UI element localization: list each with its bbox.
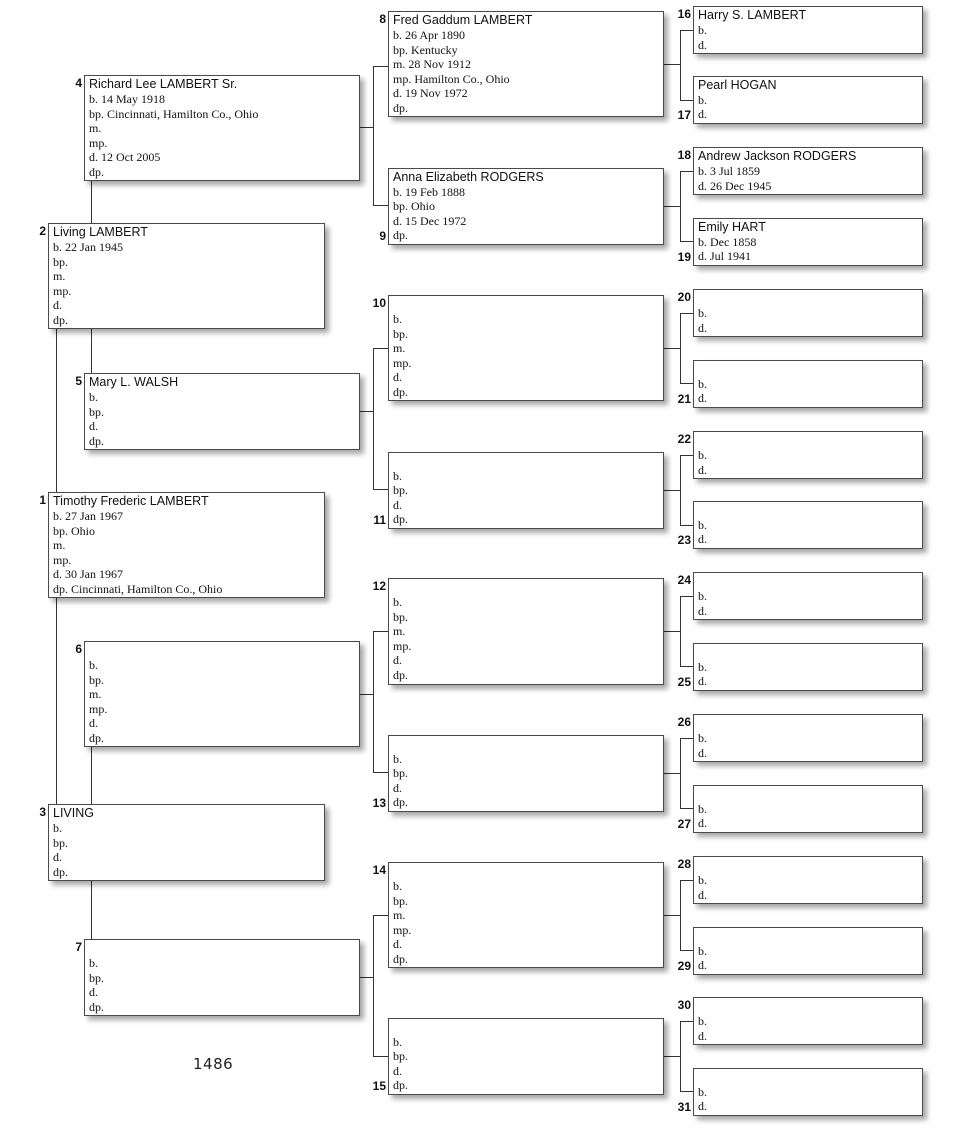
person-fact: dp. Cincinnati, Hamilton Co., Ohio xyxy=(53,581,223,596)
person-fact: d. xyxy=(698,603,707,618)
person-fact: d. xyxy=(698,107,707,122)
person-fact: dp. xyxy=(393,951,408,966)
ahnentafel-number: 20 xyxy=(677,290,691,304)
person-fact: m. xyxy=(393,908,406,923)
ahnentafel-number: 3 xyxy=(39,805,46,819)
person-fact: b. xyxy=(698,23,707,37)
connector-line xyxy=(680,950,693,951)
ahnentafel-number: 13 xyxy=(372,796,386,810)
ahnentafel-number: 6 xyxy=(75,642,82,656)
person-fact: b. 14 May 1918 xyxy=(89,92,165,106)
person-facts xyxy=(89,658,359,746)
person-facts xyxy=(698,589,922,618)
connector-line xyxy=(680,880,681,951)
person-fact: dp. xyxy=(89,164,104,179)
connector-line xyxy=(680,313,681,384)
person-fact: mp. xyxy=(89,701,108,716)
person-name xyxy=(698,362,922,377)
ahnentafel-number: 4 xyxy=(75,76,82,90)
person-fact: dp. xyxy=(53,312,68,327)
connector-line xyxy=(680,1021,693,1022)
person-facts xyxy=(698,660,707,689)
person-facts xyxy=(698,944,707,973)
person-facts xyxy=(393,185,466,243)
person-facts xyxy=(698,448,922,477)
person-name xyxy=(698,645,922,660)
person-name xyxy=(393,737,663,752)
person-fact: bp. xyxy=(393,1049,408,1064)
ahnentafel-number: 30 xyxy=(677,998,691,1012)
person-fact: bp. xyxy=(393,483,408,498)
ahnentafel-number: 29 xyxy=(677,959,691,973)
person-facts xyxy=(53,821,324,879)
person-facts xyxy=(698,235,756,264)
person-fact: d. xyxy=(698,745,707,760)
person-fact: m. xyxy=(53,269,66,284)
person-name xyxy=(393,864,663,879)
person-fact: d. xyxy=(393,370,402,385)
ahnentafel-number: 2 xyxy=(39,224,46,238)
ahnentafel-number: 14 xyxy=(372,863,386,877)
person-facts xyxy=(698,93,707,122)
person-fact: bp. Cincinnati, Hamilton Co., Ohio xyxy=(89,106,259,121)
person-name: Anna Elizabeth RODGERS xyxy=(393,170,544,184)
person-fact: d. xyxy=(89,985,98,1000)
person-fact: d. xyxy=(698,958,707,973)
person-fact: m. 28 Nov 1912 xyxy=(393,57,471,72)
person-fact: b. xyxy=(698,659,707,674)
connector-line xyxy=(373,772,388,773)
person-fact: d. xyxy=(698,320,707,335)
connector-line xyxy=(680,1021,681,1092)
person-box[interactable] xyxy=(693,714,923,762)
person-fact: bp. xyxy=(393,609,408,624)
person-fact: b. 27 Jan 1967 xyxy=(53,509,123,523)
person-fact: d. xyxy=(698,1099,707,1114)
person-box[interactable] xyxy=(388,11,664,117)
connector-line xyxy=(680,30,681,101)
person-facts xyxy=(698,518,707,547)
ahnentafel-number: 23 xyxy=(677,533,691,547)
person-fact: bp. xyxy=(89,404,104,419)
ahnentafel-number: 27 xyxy=(677,817,691,831)
person-name: Pearl HOGAN xyxy=(698,78,777,92)
person-facts xyxy=(698,164,922,193)
person-fact: dp. xyxy=(89,730,104,745)
person-name: Living LAMBERT xyxy=(53,225,148,239)
person-facts xyxy=(698,873,922,902)
person-fact: b. xyxy=(698,306,707,320)
person-fact: d. xyxy=(698,674,707,689)
person-box[interactable] xyxy=(84,939,360,1016)
person-fact: mp. xyxy=(89,135,108,150)
person-fact: b. xyxy=(89,956,98,970)
person-fact: m. xyxy=(89,121,102,136)
person-fact: d. Jul 1941 xyxy=(698,249,752,264)
person-facts xyxy=(698,731,922,760)
connector-line xyxy=(373,1056,388,1057)
person-box[interactable] xyxy=(388,295,664,401)
person-name xyxy=(89,941,359,956)
ahnentafel-number: 8 xyxy=(379,12,386,26)
person-fact: dp. xyxy=(393,228,408,243)
person-fact: b. 22 Jan 1945 xyxy=(53,240,123,254)
person-fact: b. xyxy=(698,589,707,603)
connector-line xyxy=(664,64,680,65)
person-name xyxy=(698,999,922,1014)
person-box[interactable] xyxy=(693,643,923,691)
person-fact: d. 12 Oct 2005 xyxy=(89,150,161,165)
connector-line xyxy=(664,773,680,774)
person-fact: dp. xyxy=(393,1078,408,1093)
person-name xyxy=(698,433,922,448)
person-fact: dp. xyxy=(393,667,408,682)
person-fact: b. xyxy=(698,873,707,887)
person-box[interactable] xyxy=(84,75,360,181)
connector-line xyxy=(680,383,693,384)
person-name: LIVING xyxy=(53,806,94,820)
person-fact: m. xyxy=(393,624,406,639)
connector-line xyxy=(680,455,693,456)
connector-line xyxy=(360,694,374,695)
connector-line xyxy=(680,313,693,314)
connector-line xyxy=(373,915,388,916)
person-facts xyxy=(89,956,359,1014)
connector-line xyxy=(680,596,693,597)
person-facts xyxy=(393,595,663,683)
connector-line xyxy=(680,596,681,667)
person-fact: d. xyxy=(393,937,402,952)
person-box[interactable] xyxy=(84,373,360,450)
person-fact: b. xyxy=(393,751,402,766)
person-fact: dp. xyxy=(393,100,408,115)
connector-line xyxy=(664,915,680,916)
person-fact: d. xyxy=(698,532,707,547)
person-fact: bp. xyxy=(393,326,408,341)
person-name: Andrew Jackson RODGERS xyxy=(698,149,857,163)
person-fact: b. xyxy=(698,376,707,391)
person-box[interactable] xyxy=(693,360,923,408)
connector-line xyxy=(373,66,374,206)
person-fact: m. xyxy=(53,538,66,553)
person-name xyxy=(393,454,663,469)
person-fact: bp. xyxy=(53,835,68,850)
person-facts xyxy=(393,752,408,810)
ahnentafel-number: 1 xyxy=(39,493,46,507)
person-box[interactable] xyxy=(388,1018,664,1095)
person-fact: b. 3 Jul 1859 xyxy=(698,164,761,178)
connector-line xyxy=(680,880,693,881)
person-box[interactable] xyxy=(48,492,325,598)
ahnentafel-number: 24 xyxy=(677,573,691,587)
person-fact: b. xyxy=(698,517,707,532)
person-box[interactable] xyxy=(693,572,923,620)
connector-line xyxy=(360,127,374,128)
person-facts xyxy=(393,1035,408,1093)
person-facts xyxy=(393,28,663,116)
person-fact: bp. xyxy=(89,970,104,985)
ahnentafel-number: 17 xyxy=(677,108,691,122)
connector-line xyxy=(680,171,681,242)
connector-line xyxy=(664,1056,680,1057)
connector-line xyxy=(680,1091,693,1092)
person-fact: d. 26 Dec 1945 xyxy=(698,178,772,193)
person-name xyxy=(698,787,922,802)
connector-line xyxy=(680,171,693,172)
connector-line xyxy=(373,348,388,349)
person-name xyxy=(698,858,922,873)
person-fact: d. xyxy=(698,1028,707,1043)
connector-line xyxy=(680,455,681,526)
person-fact: b. xyxy=(393,312,402,326)
person-fact: b. xyxy=(89,658,98,672)
person-facts xyxy=(53,509,324,597)
ahnentafel-number: 11 xyxy=(373,513,386,527)
connector-line xyxy=(360,411,374,412)
person-facts xyxy=(393,312,663,400)
person-box[interactable] xyxy=(388,578,664,685)
person-fact: d. xyxy=(698,37,707,52)
connector-line xyxy=(664,490,680,491)
person-name: Harry S. LAMBERT xyxy=(698,8,807,22)
person-fact: b. xyxy=(89,390,98,404)
person-fact: dp. xyxy=(89,999,104,1014)
person-name xyxy=(89,643,359,658)
connector-line xyxy=(664,206,680,207)
person-fact: bp. Kentucky xyxy=(393,42,458,57)
person-box[interactable] xyxy=(388,862,664,968)
person-box[interactable] xyxy=(693,6,923,54)
person-box[interactable] xyxy=(48,223,325,329)
ahnentafel-number: 21 xyxy=(677,392,691,406)
connector-line xyxy=(373,205,388,206)
person-box[interactable] xyxy=(693,147,923,195)
person-name xyxy=(393,1020,663,1035)
person-name xyxy=(698,574,922,589)
person-facts xyxy=(698,377,707,406)
ahnentafel-number: 12 xyxy=(372,579,386,593)
connector-line xyxy=(680,738,693,739)
person-name xyxy=(393,297,663,312)
person-box[interactable] xyxy=(693,997,923,1045)
person-fact: b. xyxy=(698,731,707,745)
person-fact: b. xyxy=(698,448,707,462)
person-fact: mp. Hamilton Co., Ohio xyxy=(393,71,510,86)
person-fact: bp. xyxy=(393,893,408,908)
ahnentafel-number: 9 xyxy=(379,229,386,243)
ahnentafel-number: 5 xyxy=(75,374,82,388)
connector-line xyxy=(680,241,693,242)
connector-line xyxy=(680,738,681,809)
ahnentafel-number: 22 xyxy=(677,432,691,446)
page-number: 1486 xyxy=(193,1055,234,1073)
ahnentafel-number: 26 xyxy=(677,715,691,729)
person-fact: b. xyxy=(698,1084,707,1099)
person-fact: bp. xyxy=(393,766,408,781)
person-name: Richard Lee LAMBERT Sr. xyxy=(89,77,238,91)
person-fact: d. xyxy=(53,850,62,865)
connector-line xyxy=(664,348,680,349)
connector-line xyxy=(360,977,374,978)
person-fact: d. xyxy=(698,391,707,406)
person-facts xyxy=(698,1085,707,1114)
ahnentafel-number: 15 xyxy=(372,1079,386,1093)
person-fact: dp. xyxy=(89,433,104,448)
connector-line xyxy=(664,631,680,632)
connector-line xyxy=(373,489,388,490)
connector-line xyxy=(373,631,388,632)
person-facts xyxy=(89,390,359,448)
person-facts xyxy=(698,306,922,335)
ahnentafel-number: 10 xyxy=(372,296,386,310)
person-facts xyxy=(698,802,707,831)
person-fact: d. xyxy=(393,1063,402,1078)
person-facts xyxy=(89,92,359,180)
person-name xyxy=(698,503,922,518)
person-fact: d. 15 Dec 1972 xyxy=(393,213,467,228)
person-box[interactable] xyxy=(693,785,923,833)
person-fact: d. 30 Jan 1967 xyxy=(53,567,123,582)
ahnentafel-number: 31 xyxy=(677,1100,691,1114)
person-fact: mp. xyxy=(393,355,412,370)
connector-line xyxy=(680,666,693,667)
connector-line xyxy=(373,915,374,1057)
person-facts xyxy=(698,1014,922,1043)
person-fact: m. xyxy=(89,687,102,702)
person-name xyxy=(698,1070,922,1085)
person-fact: b. xyxy=(53,821,62,835)
person-fact: d. xyxy=(698,887,707,902)
person-fact: d. xyxy=(698,462,707,477)
person-fact: bp. Ohio xyxy=(53,523,95,538)
person-fact: d. xyxy=(393,780,402,795)
person-box[interactable] xyxy=(48,804,325,881)
connector-line xyxy=(680,808,693,809)
person-fact: dp. xyxy=(53,864,68,879)
person-fact: b. xyxy=(393,468,402,483)
connector-line xyxy=(373,348,374,490)
person-fact: dp. xyxy=(393,384,408,399)
person-box[interactable] xyxy=(693,856,923,904)
person-fact: mp. xyxy=(393,922,412,937)
person-box[interactable] xyxy=(693,927,923,975)
connector-line xyxy=(680,30,693,31)
person-box[interactable] xyxy=(84,641,360,747)
person-box[interactable] xyxy=(388,168,664,245)
person-box[interactable] xyxy=(693,76,923,124)
person-fact: b. Dec 1858 xyxy=(698,234,757,249)
person-fact: b. xyxy=(393,879,402,893)
person-fact: dp. xyxy=(393,795,408,810)
person-fact: d. 19 Nov 1972 xyxy=(393,86,468,101)
person-fact: b. xyxy=(698,801,707,816)
person-fact: d. xyxy=(393,653,402,668)
connector-line xyxy=(680,525,693,526)
person-fact: b. xyxy=(393,1034,402,1049)
person-facts xyxy=(393,879,663,967)
ahnentafel-number: 25 xyxy=(677,675,691,689)
person-name xyxy=(698,929,922,944)
person-fact: b. 26 Apr 1890 xyxy=(393,28,465,42)
person-name xyxy=(698,291,922,306)
person-name: Fred Gaddum LAMBERT xyxy=(393,13,533,27)
person-fact: mp. xyxy=(53,552,72,567)
connector-line xyxy=(373,66,388,67)
person-facts xyxy=(698,23,922,52)
person-facts xyxy=(53,240,324,328)
person-fact: d. xyxy=(89,419,98,434)
person-box[interactable] xyxy=(388,452,664,529)
person-fact: b. 19 Feb 1888 xyxy=(393,184,465,199)
person-name xyxy=(393,580,663,595)
person-fact: d. xyxy=(393,497,402,512)
person-box[interactable] xyxy=(693,501,923,549)
person-name: Timothy Frederic LAMBERT xyxy=(53,494,209,508)
person-fact: bp. Ohio xyxy=(393,199,435,214)
connector-line xyxy=(680,100,693,101)
person-fact: m. xyxy=(393,341,406,356)
ahnentafel-number: 16 xyxy=(677,7,691,21)
person-fact: mp. xyxy=(393,638,412,653)
person-box[interactable] xyxy=(693,431,923,479)
person-box[interactable] xyxy=(693,1068,923,1116)
person-fact: b. xyxy=(393,595,402,609)
person-fact: b. xyxy=(698,943,707,958)
person-name: Mary L. WALSH xyxy=(89,375,179,389)
person-fact: d. xyxy=(53,298,62,313)
ahnentafel-number: 7 xyxy=(75,940,82,954)
person-box[interactable] xyxy=(693,289,923,337)
person-facts xyxy=(393,469,408,527)
connector-line xyxy=(373,631,374,773)
person-fact: bp. xyxy=(53,254,68,269)
ahnentafel-number: 28 xyxy=(677,857,691,871)
person-box[interactable] xyxy=(693,218,923,266)
person-fact: bp. xyxy=(89,672,104,687)
person-name: Emily HART xyxy=(698,220,766,234)
person-fact: dp. xyxy=(393,512,408,527)
person-fact: b. xyxy=(698,92,707,107)
person-fact: d. xyxy=(89,716,98,731)
person-fact: b. xyxy=(698,1014,707,1028)
person-fact: d. xyxy=(698,816,707,831)
ahnentafel-number: 19 xyxy=(677,250,691,264)
person-name xyxy=(698,716,922,731)
person-box[interactable] xyxy=(388,735,664,812)
ahnentafel-number: 18 xyxy=(677,148,691,162)
person-fact: mp. xyxy=(53,283,72,298)
